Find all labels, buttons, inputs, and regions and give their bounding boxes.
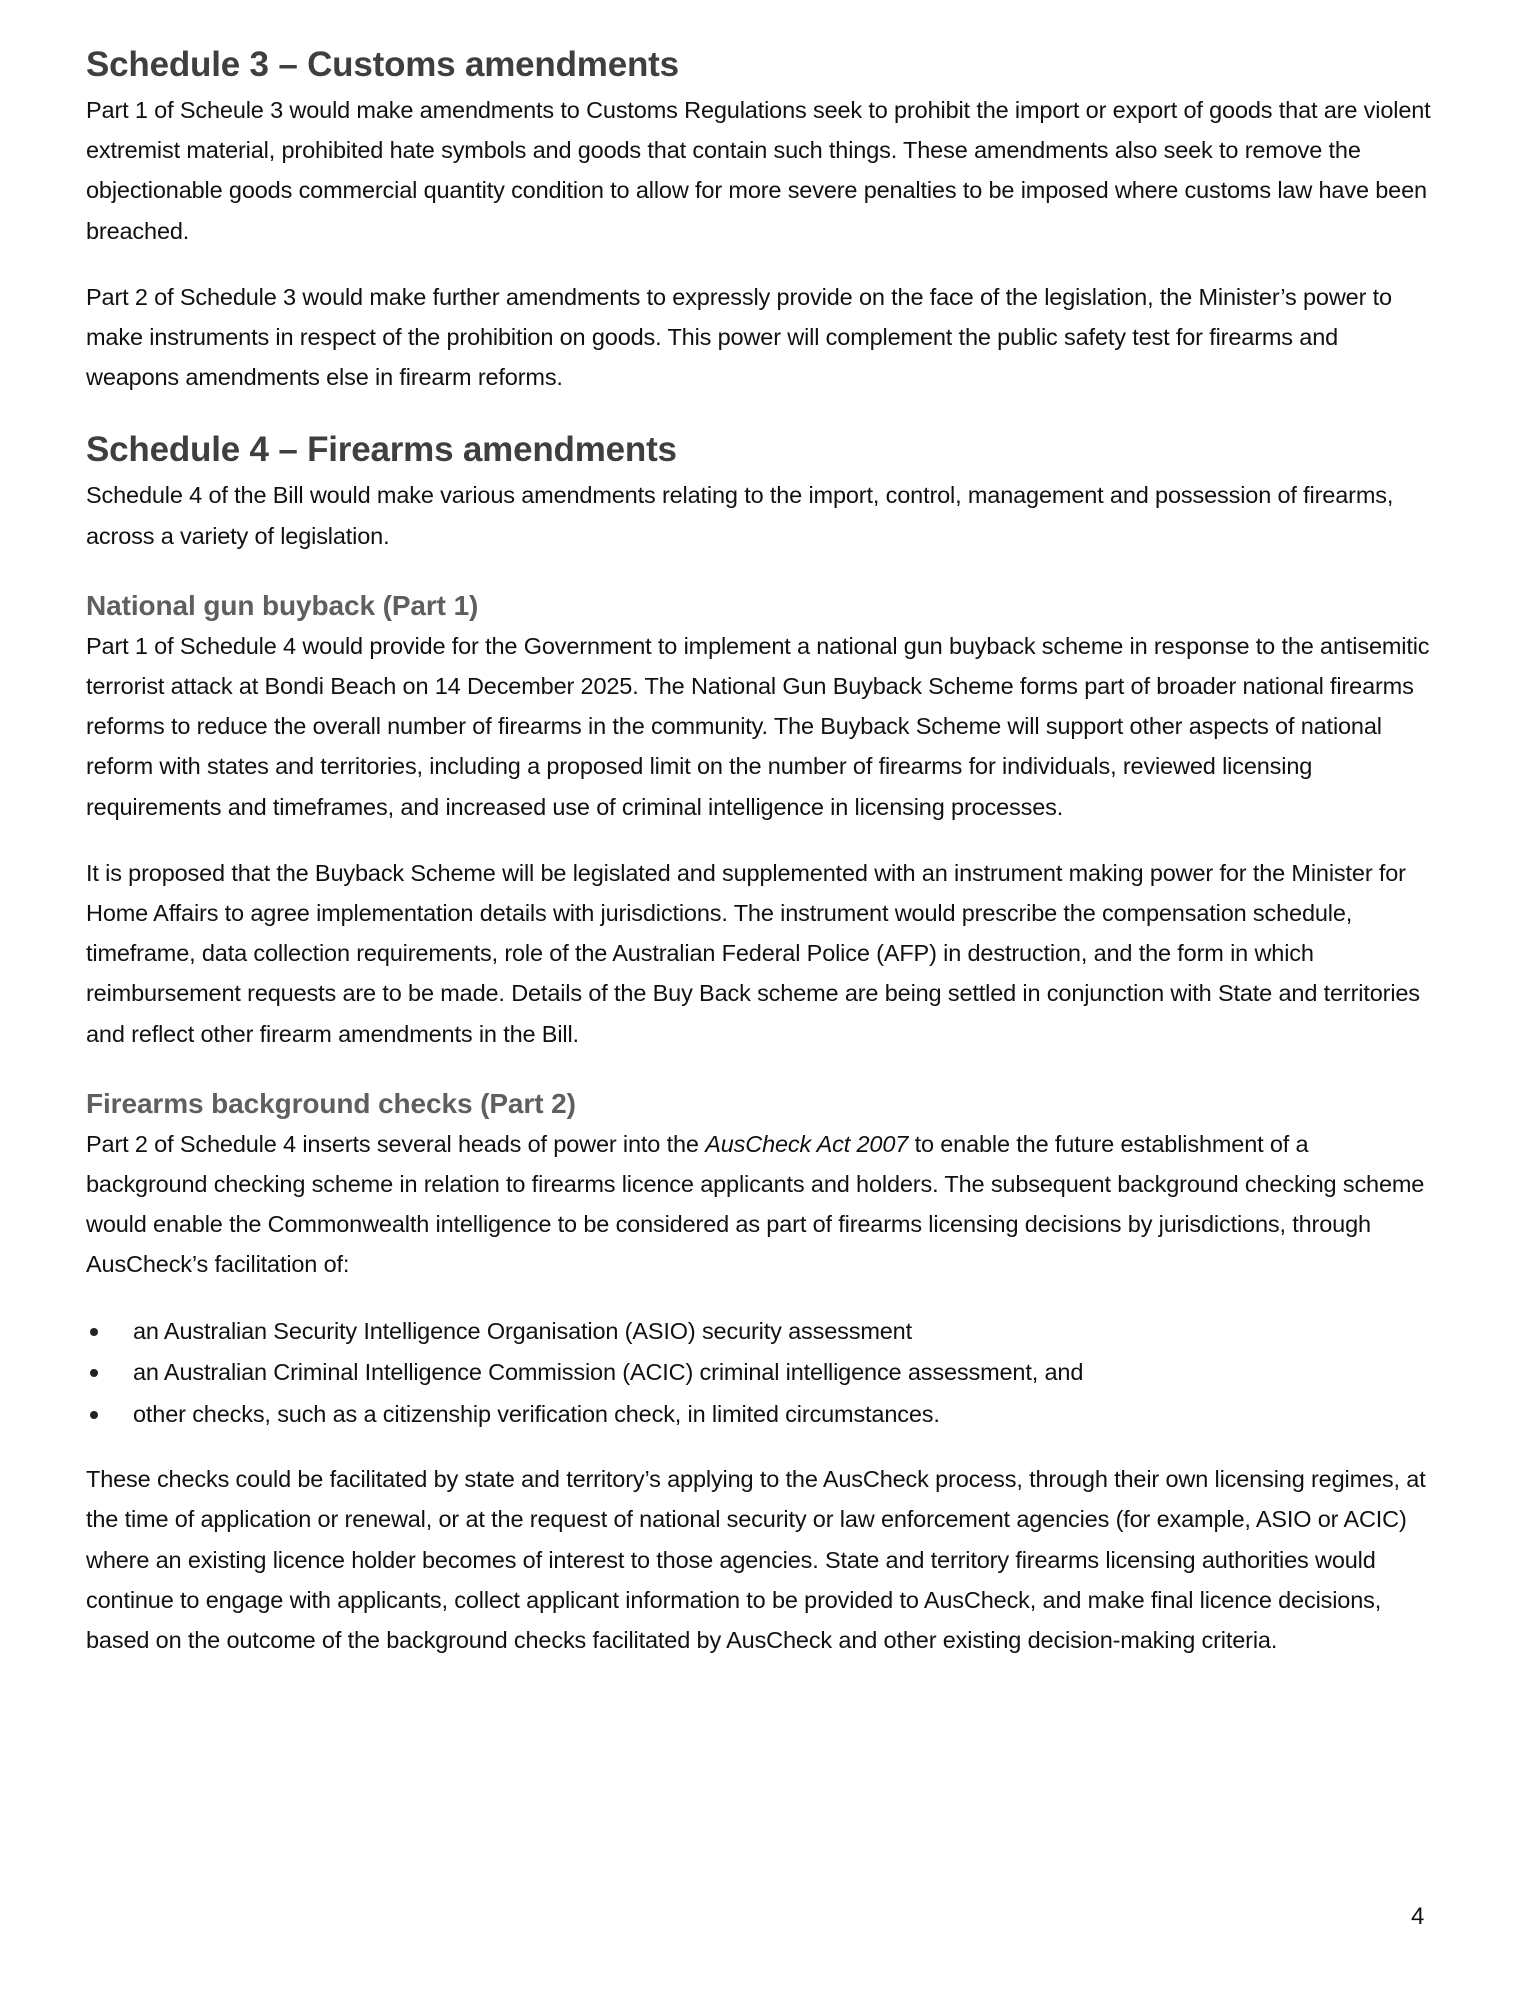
bullet-icon	[90, 1328, 98, 1336]
schedule3-paragraph-2: Part 2 of Schedule 3 would make further amendments to expressly provide on the face of the legislation, the Minister’s power to make instruments in respect of the prohibition on goods. This power will complement the public safety test for firearms and weapons amendments else in firearm reforms.	[86, 283, 1392, 391]
schedule4-heading: Schedule 4 – Firearms amendments	[86, 430, 677, 470]
bullet-icon	[90, 1411, 98, 1419]
part2-heading: Firearms background checks (Part 2)	[86, 1087, 576, 1119]
part1-paragraph-2: It is proposed that the Buyback Scheme will be legislated and supplemented with an instrument making power for the Minister for Home Affairs to agree implementation details with jurisdictions. The instrument would prescribe the compensation schedule, timeframe, data collection requirements, role of the Australian Federal Police (AFP) in destruction, and the form in which reimbursement requests are to be made. Details of the Buy Back scheme are being settled in conjunction with State and territories and reflect other firearm amendments in the Bill.	[86, 859, 1420, 1047]
schedule3-heading: Schedule 3 – Customs amendments	[86, 45, 679, 84]
list-item	[86, 1394, 1431, 1436]
document-page	[86, 40, 1431, 1660]
list-item-text: an Australian Criminal Intelligence Commission (ACIC) criminal intelligence assessment, and	[133, 1359, 1084, 1386]
part1-heading: National gun buyback (Part 1)	[86, 589, 479, 621]
page-number: 4	[1411, 1903, 1425, 1930]
part2-intro	[86, 1124, 1431, 1285]
part2-closing-paragraph: These checks could be facilitated by state and territory’s applying to the AusCheck process, through their own licensing regimes, at the time of application or renewal, or at the request of national security or law enforcement agencies (for example, ASIO or ACIC) where an existing licence holder becomes of interest to those agencies. State and territory firearms licensing authorities would continue to engage with applicants, collect applicant information to be provided to AusCheck, and make final licence decisions, based on the outcome of the background checks facilitated by AusCheck and other existing decision-making criteria.	[86, 1466, 1426, 1653]
bullet-icon	[90, 1369, 98, 1377]
part1-paragraph-1: Part 1 of Schedule 4 would provide for the Government to implement a national gun buyback scheme in response to the antisemitic terrorist attack at Bondi Beach on 14 December 2025. The National Gun Buyback Scheme forms part of broader national firearms reforms to reduce the overall number of firearms in the community. The Buyback Scheme will support other aspects of national reform with states and territories, including a proposed limit on the number of firearms for individuals, reviewed licensing requirements and timeframes, and increased use of criminal intelligence in licensing processes.	[86, 632, 1430, 820]
list-item-text: an Australian Security Intelligence Organisation (ASIO) security assessment	[133, 1317, 912, 1344]
list-item	[86, 1311, 1431, 1353]
part2-intro-text-cont: to enable the future establishment of a background checking scheme in relation to firearms licence applicants and holders. The subsequent background checking scheme would enable the Commonwealth intelligence to be considered as part of firearms licensing decisions by jurisdictions, through AusCheck’s facilitation of:	[86, 1130, 1425, 1278]
schedule4-intro: Schedule 4 of the Bill would make various amendments relating to the import, control, management and possession of firearms, across a variety of legislation.	[86, 482, 1394, 549]
list-item-text: other checks, such as a citizenship verification check, in limited circumstances.	[133, 1400, 940, 1427]
part2-intro-text: Part 2 of Schedule 4 inserts several heads of power into the	[86, 1130, 706, 1157]
act-title: AusCheck Act 2007	[705, 1130, 909, 1157]
schedule3-paragraph-1: Part 1 of Scheule 3 would make amendments to Customs Regulations seek to prohibit the import or export of goods that are violent extremist material, prohibited hate symbols and goods that contain such things. These amendments also seek to remove the objectionable goods commercial quantity condition to allow for more severe penalties to be imposed where customs law have been breached.	[86, 97, 1431, 244]
checks-list	[86, 1311, 1431, 1436]
list-item	[86, 1352, 1431, 1394]
